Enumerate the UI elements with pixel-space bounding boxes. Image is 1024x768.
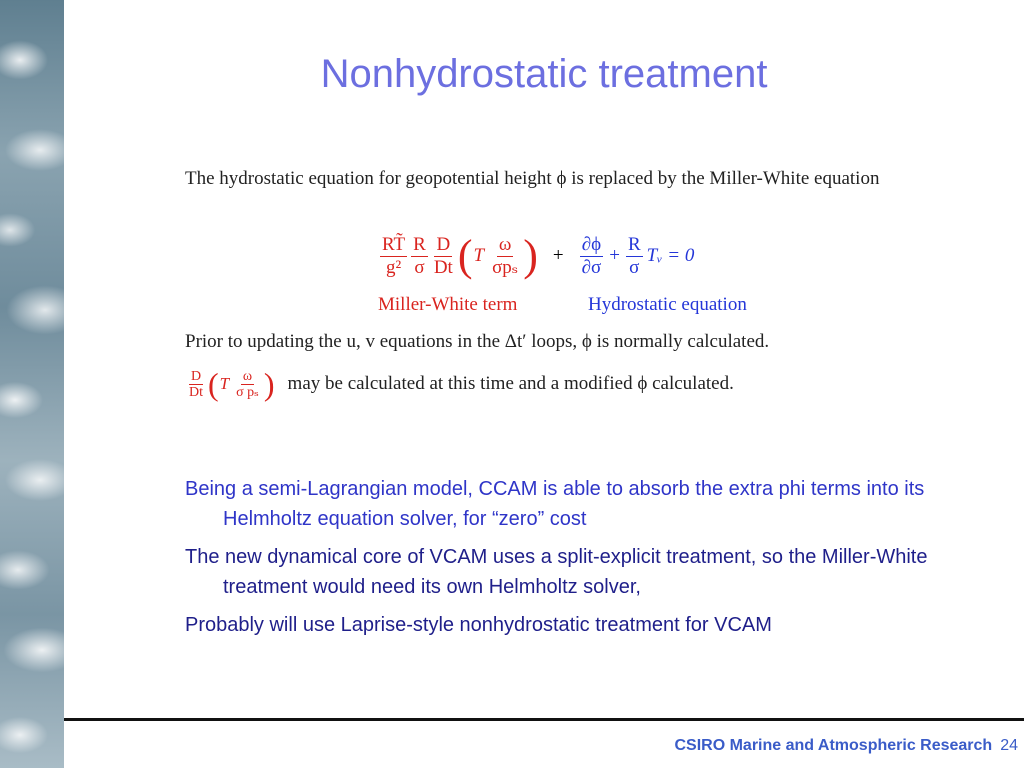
modified-phi-text: may be calculated at this time and a modified ϕ calculated. (287, 373, 734, 394)
fraction-numerator: ∂ϕ (581, 233, 602, 255)
fraction-dphi-dsigma (580, 234, 604, 279)
fraction-r-sigma-2 (626, 234, 643, 279)
right-paren: ) (263, 366, 275, 402)
fraction-denominator: σ (629, 256, 640, 278)
fraction-denominator: g² (385, 256, 402, 278)
plus-sign: + (552, 245, 564, 266)
fraction-r-sigma (411, 234, 428, 279)
footer-divider (64, 718, 1024, 721)
equation-tail: Tᵥ = 0 (646, 245, 695, 266)
fraction-numerator: D (190, 368, 202, 384)
fraction-denominator: σpₛ (492, 256, 519, 278)
sky-background-strip (0, 0, 64, 768)
material-derivative-expression (185, 368, 276, 400)
slide-title: Nonhydrostatic treatment (320, 52, 768, 96)
footer (674, 737, 1018, 755)
fraction-denominator: Dt (189, 384, 203, 400)
fraction-numerator: R (627, 233, 641, 255)
temperature-symbol: T (473, 245, 485, 266)
bullet-vcam-core: The new dynamical core of VCAM uses a split-explicit treatment, so the Miller-White treatment would need its own Helmholtz solver, (185, 546, 928, 598)
fraction-d-dt (432, 234, 455, 279)
right-paren: ) (523, 231, 538, 280)
fraction-denominator: σ (414, 256, 425, 278)
left-paren: ( (457, 231, 473, 280)
page-number: 24 (1000, 737, 1018, 754)
footer-organization: CSIRO Marine and Atmospheric Research (674, 737, 993, 754)
prior-text: Prior to updating the u, v equations in the Δt′ loops, ϕ is normally calculated. (185, 331, 770, 352)
miller-white-equation (378, 226, 694, 286)
fraction-numerator: ω (498, 233, 512, 255)
fraction-numerator: ω (242, 368, 253, 384)
fraction-numerator: D (436, 233, 451, 255)
left-paren: ( (208, 366, 219, 402)
hydrostatic-term (578, 234, 695, 279)
bullet-laprise: Probably will use Laprise-style nonhydrostatic treatment for VCAM (185, 614, 772, 636)
fraction-omega-small (234, 369, 261, 400)
fraction-numerator: R (413, 233, 426, 255)
fraction-denominator: Dt (433, 256, 453, 278)
modified-phi-line (185, 368, 734, 400)
miller-white-term (378, 231, 539, 280)
intro-text: The hydrostatic equation for geopotential height ϕ is replaced by the Miller-White equation (185, 168, 880, 189)
miller-white-label: Miller-White term (378, 294, 518, 315)
hydrostatic-label: Hydrostatic equation (588, 294, 747, 315)
fraction-omega-sigma-ps (490, 234, 520, 279)
fraction-denominator: ∂σ (581, 256, 602, 278)
plus-sign: + (609, 245, 620, 266)
fraction-denominator: σ pₛ (236, 384, 259, 400)
temperature-symbol: T (219, 374, 230, 393)
fraction-rt-g2 (380, 234, 407, 279)
bullet-list (185, 474, 975, 648)
fraction-numerator: RT̃ (382, 233, 406, 255)
bullet-ccam: Being a semi-Lagrangian model, CCAM is able to absorb the extra phi terms into its Helmholtz equation solver, for “zero” cost (185, 478, 925, 530)
fraction-d-dt-small (187, 369, 205, 400)
